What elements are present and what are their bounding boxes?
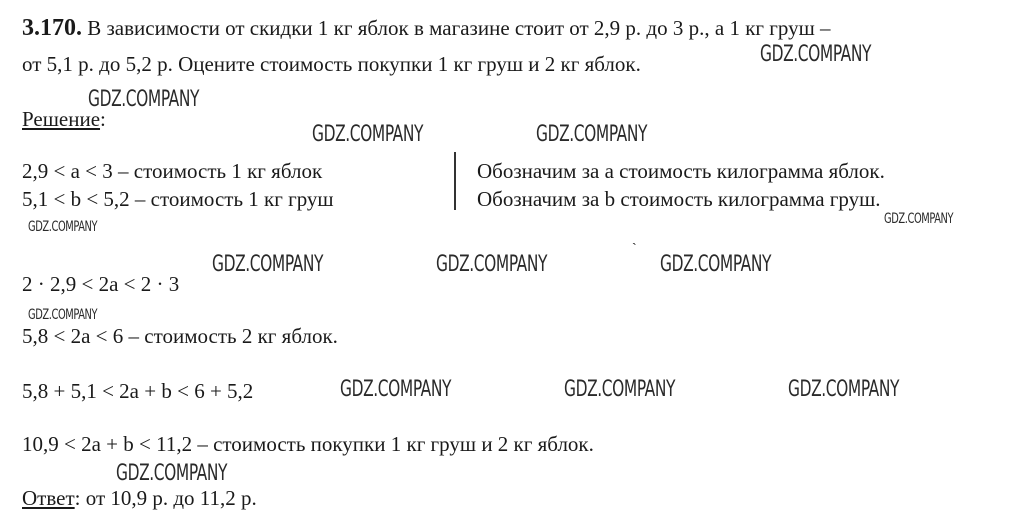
watermark-5: GDZ.COMPANY	[28, 219, 98, 235]
step-2: 5,8 < 2a < 6 – стоимость 2 кг яблок.	[22, 324, 338, 348]
stray-mark: ˎ	[632, 231, 637, 246]
step-3: 5,8 + 5,1 < 2a + b < 6 + 5,2	[22, 379, 254, 403]
watermark-9: GDZ.COMPANY	[660, 252, 772, 277]
given-right-2: Обозначим за b стоимость килограмма груш.	[477, 187, 881, 211]
problem-line-2: от 5,1 р. до 5,2 р. Оцените стоимость покупки 1 кг груш и 2 кг яблок.	[22, 52, 641, 76]
watermark-3: GDZ.COMPANY	[312, 122, 424, 147]
watermark-7: GDZ.COMPANY	[212, 252, 324, 277]
watermark-8: GDZ.COMPANY	[436, 252, 548, 277]
problem-text-1: В зависимости от скидки 1 кг яблок в магазине стоит от 2,9 р. до 3 р., а 1 кг груш –	[87, 16, 831, 40]
watermark-14: GDZ.COMPANY	[116, 461, 228, 486]
watermark-10: GDZ.COMPANY	[28, 307, 98, 323]
problem-number: 3.170.	[22, 15, 82, 41]
watermark-11: GDZ.COMPANY	[340, 377, 452, 402]
step-1: 2 · 2,9 < 2a < 2 · 3	[22, 272, 180, 296]
watermark-12: GDZ.COMPANY	[564, 377, 676, 402]
watermark-4: GDZ.COMPANY	[536, 122, 648, 147]
watermark-13: GDZ.COMPANY	[788, 377, 900, 402]
answer-text: : от 10,9 р. до 11,2 р.	[74, 486, 257, 510]
watermark-1: GDZ.COMPANY	[760, 42, 872, 67]
solution-heading-colon: :	[100, 107, 106, 131]
column-divider	[454, 152, 456, 210]
watermark-2: GDZ.COMPANY	[88, 87, 200, 112]
answer-label: Ответ	[22, 486, 75, 510]
step-4: 10,9 < 2a + b < 11,2 – стоимость покупки 1 кг груш и 2 кг яблок.	[22, 432, 594, 456]
answer	[22, 486, 257, 510]
given-left-1: 2,9 < a < 3 – стоимость 1 кг яблок	[22, 159, 323, 183]
given-left-2: 5,1 < b < 5,2 – стоимость 1 кг груш	[22, 187, 334, 211]
problem-line-1	[22, 16, 831, 40]
given-right-1: Обозначим за a стоимость килограмма яблок.	[477, 159, 885, 183]
watermark-6: GDZ.COMPANY	[884, 211, 954, 227]
solution-heading-label: Решение	[22, 107, 101, 131]
